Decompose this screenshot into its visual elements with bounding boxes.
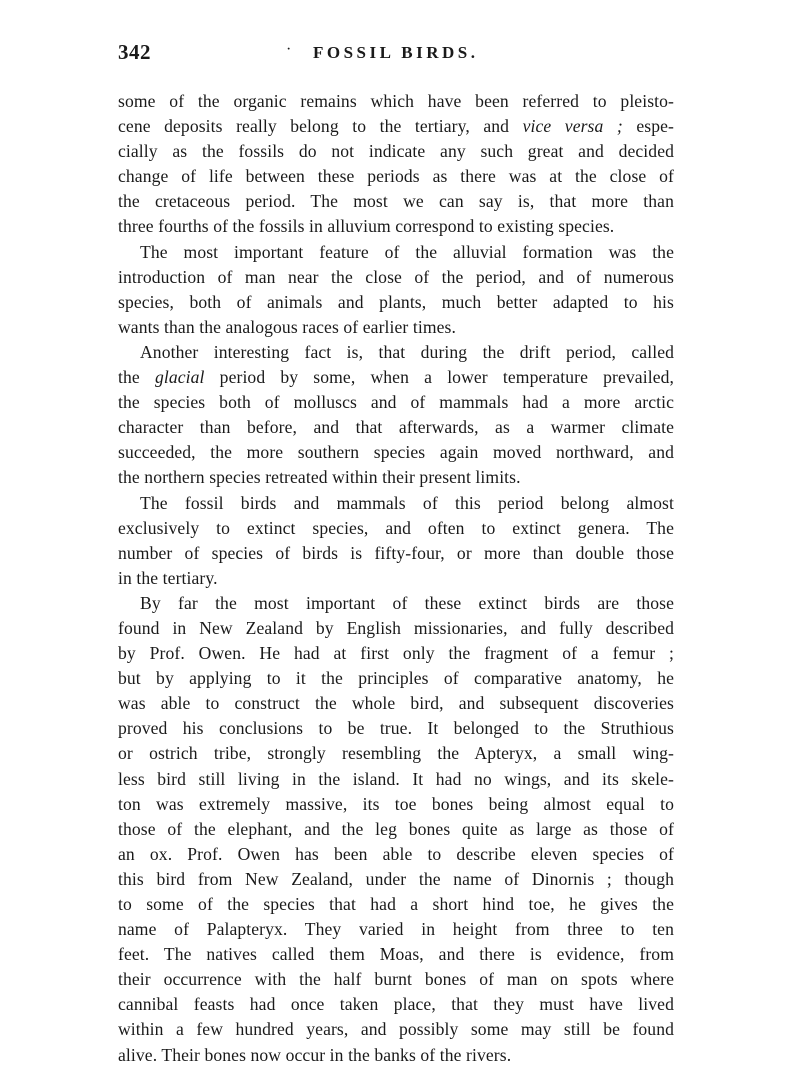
paragraph bbox=[118, 340, 674, 491]
line-text: introduction of man near the close of the period, and of numerous bbox=[118, 266, 674, 287]
text-line bbox=[118, 214, 674, 239]
line-text: within a few hundred years, and possibly some may still be found bbox=[118, 1019, 674, 1040]
line-text: proved his conclusions to be true. It belonged to the Struthious bbox=[118, 718, 674, 739]
body-text bbox=[118, 89, 674, 1068]
line-text: ton was extremely massive, its toe bones being almost equal to bbox=[118, 793, 674, 814]
line-text: in the tertiary. bbox=[118, 567, 218, 588]
line-text: succeeded, the more southern species again moved northward, and bbox=[118, 442, 674, 463]
line-text: Another interesting fact is, that during the drift period, called bbox=[140, 341, 674, 362]
line-text: feet. The natives called them Moas, and there is evidence, from bbox=[118, 944, 674, 965]
line-text: their occurrence with the half burnt bones of man on spots where bbox=[118, 969, 674, 990]
line-text: change of life between these periods as there was at the close of bbox=[118, 166, 674, 187]
line-text: less bird still living in the island. It had no wings, and its skele- bbox=[118, 768, 674, 789]
text-line bbox=[118, 616, 674, 641]
line-text: espe- bbox=[622, 116, 674, 137]
text-line bbox=[118, 240, 674, 265]
text-line bbox=[118, 817, 674, 842]
text-line bbox=[118, 842, 674, 867]
line-text: species, both of animals and plants, much better adapted to his bbox=[118, 291, 674, 312]
text-line bbox=[118, 992, 674, 1017]
text-line bbox=[118, 365, 674, 390]
text-line bbox=[118, 465, 674, 490]
line-text: wants than the analogous races of earlier times. bbox=[118, 316, 456, 337]
line-text: an ox. Prof. Owen has been able to describe eleven species of bbox=[118, 843, 674, 864]
line-text: three fourths of the fossils in alluvium correspond to existing species. bbox=[118, 216, 615, 237]
paragraph bbox=[118, 240, 674, 340]
paragraph bbox=[118, 89, 674, 240]
text-line bbox=[118, 290, 674, 315]
text-line bbox=[118, 641, 674, 666]
text-line bbox=[118, 566, 674, 591]
text-line bbox=[118, 591, 674, 616]
line-text: to some of the species that had a short hind toe, he gives the bbox=[118, 894, 674, 914]
paragraph bbox=[118, 591, 674, 1068]
italic-text: glacial bbox=[154, 367, 205, 388]
line-text: exclusively to extinct species, and often to extinct genera. The bbox=[118, 517, 674, 538]
text-line bbox=[118, 767, 674, 792]
text-line bbox=[118, 942, 674, 967]
page-number: 342 bbox=[118, 40, 151, 64]
line-text: period by some, when a lower temperature prevailed, bbox=[204, 367, 674, 388]
text-line bbox=[118, 491, 674, 516]
line-text: The fossil birds and mammals of this period belong almost bbox=[140, 492, 674, 513]
line-text: found in New Zealand by English missionaries, and fully described bbox=[118, 617, 674, 638]
text-line bbox=[118, 340, 674, 365]
line-text: character than before, and that afterwards, as a warmer climate bbox=[118, 417, 674, 438]
line-text: the cretaceous period. The most we can say is, that more than bbox=[118, 191, 674, 212]
text-line bbox=[118, 892, 674, 917]
line-text: but by applying to it the principles of comparative anatomy, he bbox=[118, 668, 674, 689]
header-dot: · bbox=[286, 41, 292, 58]
text-line bbox=[118, 792, 674, 817]
line-text: this bird from New Zealand, under the name of Dinornis ; though bbox=[118, 868, 674, 889]
text-line bbox=[118, 541, 674, 566]
text-line bbox=[118, 741, 674, 766]
line-text: The most important feature of the alluvial formation was the bbox=[140, 241, 674, 262]
line-text: cannibal feasts had once taken place, that they must have lived bbox=[118, 994, 674, 1015]
line-text: cially as the fossils do not indicate any such great and decided bbox=[118, 141, 674, 162]
line-text: or ostrich tribe, strongly resembling the Apteryx, a small wing- bbox=[118, 743, 674, 764]
line-text: the bbox=[118, 367, 155, 388]
text-line bbox=[118, 691, 674, 716]
text-line bbox=[118, 415, 674, 440]
line-text: number of species of birds is fifty-four, or more than double those bbox=[118, 542, 674, 563]
text-line bbox=[118, 917, 674, 942]
page-header bbox=[118, 40, 678, 70]
text-line bbox=[118, 390, 674, 415]
text-line bbox=[118, 1043, 674, 1068]
text-line bbox=[118, 716, 674, 741]
text-line bbox=[118, 139, 674, 164]
text-line bbox=[118, 114, 674, 139]
line-text: By far the most important of these extinct birds are those bbox=[140, 592, 674, 613]
line-text: the northern species retreated within their present limits. bbox=[118, 467, 521, 488]
text-line bbox=[118, 315, 674, 340]
text-line bbox=[118, 967, 674, 992]
line-text: cene deposits really belong to the tertiary, and bbox=[118, 116, 523, 137]
line-text: alive. Their bones now occur in the banks of the rivers. bbox=[118, 1044, 512, 1065]
line-text: the species both of molluscs and of mammals had a more arctic bbox=[118, 392, 674, 413]
text-line bbox=[118, 516, 674, 541]
text-line bbox=[118, 1017, 674, 1042]
text-line bbox=[118, 440, 674, 465]
line-text: those of the elephant, and the leg bones quite as large as those of bbox=[118, 818, 674, 839]
text-line bbox=[118, 189, 674, 214]
paragraph bbox=[118, 491, 674, 591]
text-line bbox=[118, 164, 674, 189]
text-line bbox=[118, 867, 674, 892]
text-line bbox=[118, 666, 674, 691]
text-line bbox=[118, 89, 674, 114]
line-text: was able to construct the whole bird, and subsequent discoveries bbox=[118, 693, 674, 714]
running-head: FOSSIL BIRDS. bbox=[313, 43, 479, 62]
line-text: some of the organic remains which have been referred to pleisto- bbox=[118, 91, 674, 111]
line-text: name of Palapteryx. They varied in height from three to ten bbox=[118, 919, 674, 940]
text-line bbox=[118, 265, 674, 290]
line-text: by Prof. Owen. He had at first only the fragment of a femur ; bbox=[118, 643, 674, 664]
italic-text: vice versa ; bbox=[522, 116, 623, 137]
